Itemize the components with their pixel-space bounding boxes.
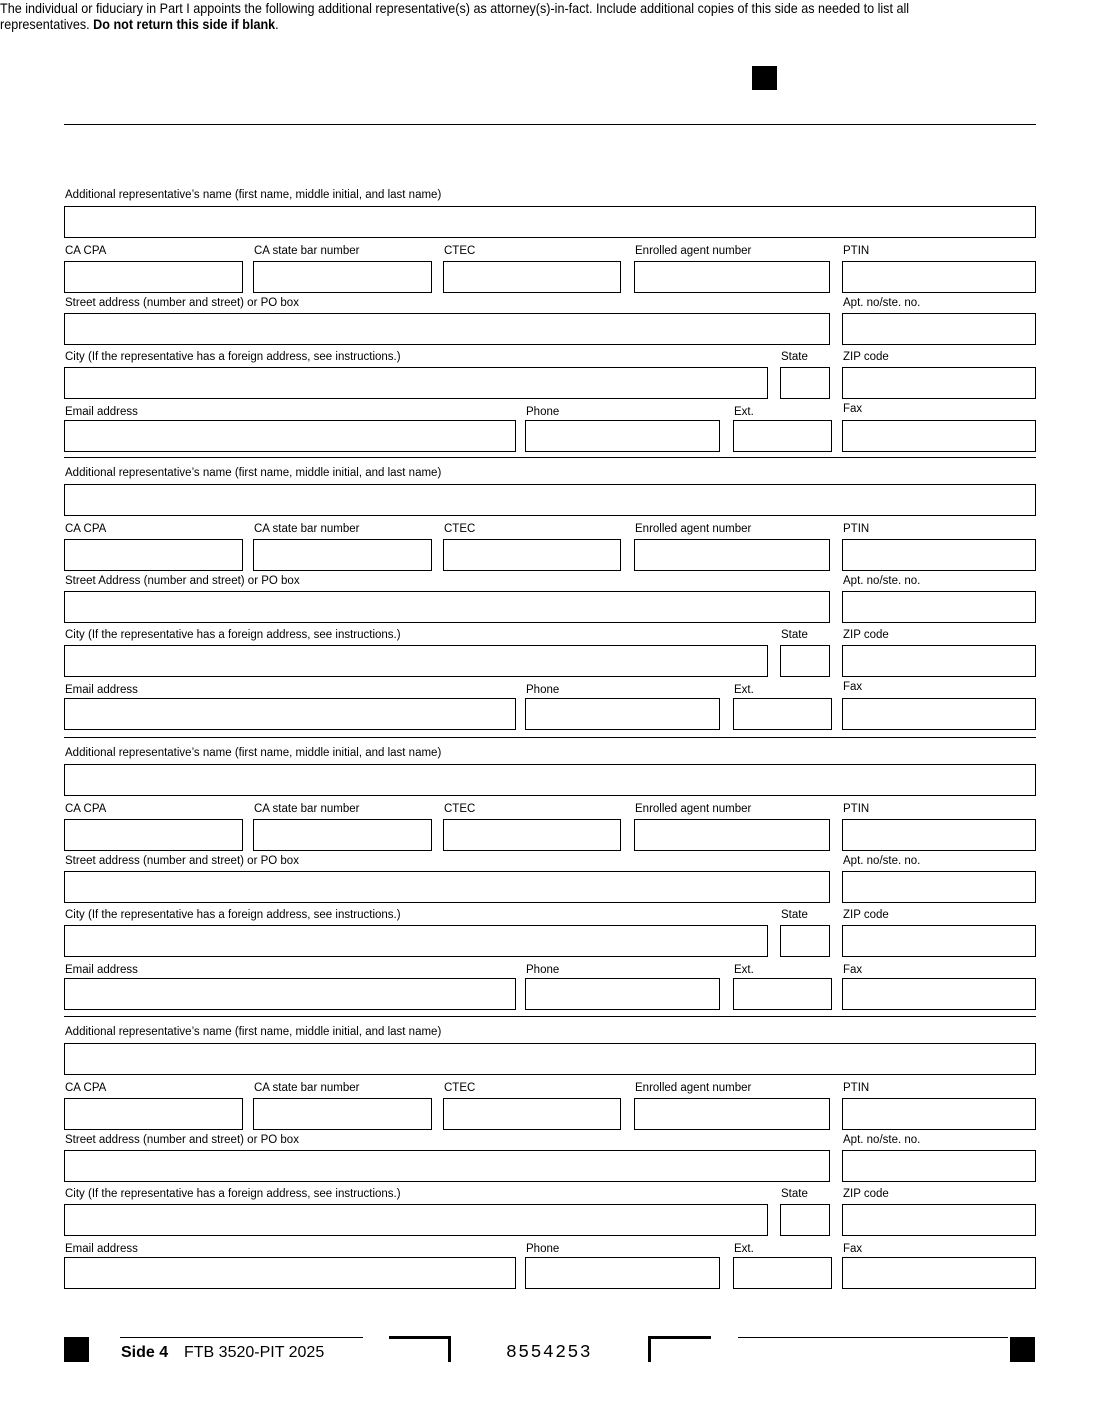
ptin-label: PTIN: [843, 523, 870, 535]
state-label: State: [781, 909, 808, 921]
state-input[interactable]: [780, 925, 830, 957]
street-label: Street Address (number and street) or PO box: [65, 575, 300, 587]
bar-number-input[interactable]: [253, 261, 432, 293]
ptin-input[interactable]: [842, 539, 1036, 571]
ctec-input[interactable]: [443, 261, 621, 293]
bar-number-label: CA state bar number: [254, 245, 360, 257]
state-input[interactable]: [780, 645, 830, 677]
ctec-label: CTEC: [444, 803, 476, 815]
zip-input[interactable]: [842, 925, 1036, 957]
ext-input[interactable]: [733, 420, 832, 452]
registration-mark-bottom-left: [64, 1337, 89, 1362]
ptin-input[interactable]: [842, 819, 1036, 851]
phone-label: Phone: [526, 684, 560, 696]
state-label: State: [781, 629, 808, 641]
ca-cpa-input[interactable]: [64, 261, 243, 293]
phone-label: Phone: [526, 406, 560, 418]
city-label: City (If the representative has a foreign address, see instructions.): [65, 351, 401, 363]
state-label: State: [781, 351, 808, 363]
ext-label: Ext.: [734, 684, 754, 696]
intro-paragraph: [0, 0, 975, 32]
apt-label: Apt. no/ste. no.: [843, 1134, 921, 1146]
ext-label: Ext.: [734, 964, 754, 976]
street-input[interactable]: [64, 591, 830, 623]
apt-label: Apt. no/ste. no.: [843, 855, 921, 867]
ca-cpa-label: CA CPA: [65, 245, 107, 257]
ca-cpa-input[interactable]: [64, 1098, 243, 1130]
city-label: City (If the representative has a foreign address, see instructions.): [65, 909, 401, 921]
fax-label: Fax: [843, 681, 863, 693]
ptin-input[interactable]: [842, 261, 1036, 293]
ca-cpa-label: CA CPA: [65, 1082, 107, 1094]
email-input[interactable]: [64, 978, 516, 1010]
ctec-label: CTEC: [444, 1082, 476, 1094]
city-input[interactable]: [64, 1204, 768, 1236]
top-rule: [64, 124, 1036, 125]
phone-input[interactable]: [525, 978, 720, 1010]
corner-mark-right: [648, 1336, 711, 1362]
fax-input[interactable]: [842, 420, 1036, 452]
email-label: Email address: [65, 684, 138, 696]
street-label: Street address (number and street) or PO box: [65, 855, 299, 867]
apt-label: Apt. no/ste. no.: [843, 575, 921, 587]
rep-name-input[interactable]: [64, 484, 1036, 516]
corner-mark-left: [389, 1336, 451, 1362]
ca-cpa-input[interactable]: [64, 819, 243, 851]
rep-name-label: Additional representative’s name (first name, middle initial, and last name): [65, 189, 442, 201]
ctec-input[interactable]: [443, 1098, 621, 1130]
ctec-input[interactable]: [443, 819, 621, 851]
bar-number-input[interactable]: [253, 1098, 432, 1130]
phone-input[interactable]: [525, 420, 720, 452]
enrolled-agent-input[interactable]: [634, 539, 830, 571]
rep-name-label: Additional representative’s name (first name, middle initial, and last name): [65, 1026, 442, 1038]
email-label: Email address: [65, 406, 138, 418]
zip-input[interactable]: [842, 645, 1036, 677]
state-input[interactable]: [780, 367, 830, 399]
apt-input[interactable]: [842, 1150, 1036, 1182]
enrolled-agent-label: Enrolled agent number: [635, 523, 752, 535]
fax-label: Fax: [843, 1243, 863, 1255]
section-separator: [64, 1016, 1036, 1017]
footer-rule-right: [738, 1337, 1008, 1338]
fax-input[interactable]: [842, 978, 1036, 1010]
street-input[interactable]: [64, 871, 830, 903]
city-input[interactable]: [64, 645, 768, 677]
registration-mark-bottom-right: [1010, 1337, 1035, 1362]
ext-input[interactable]: [733, 978, 832, 1010]
ca-cpa-input[interactable]: [64, 539, 243, 571]
phone-label: Phone: [526, 1243, 560, 1255]
email-label: Email address: [65, 1243, 138, 1255]
bar-number-input[interactable]: [253, 819, 432, 851]
ptin-label: PTIN: [843, 803, 870, 815]
email-input[interactable]: [64, 420, 516, 452]
footer-form-id: FTB 3520-PIT 2025: [184, 1344, 325, 1361]
intro-text: The individual or fiduciary in Part I appoints the following additional representative(s) as attorney(s)-in-fact. Include additional copies of this side as needed to list all representatives.: [0, 0, 910, 32]
ptin-input[interactable]: [842, 1098, 1036, 1130]
footer-barcode-number: 8554253: [506, 1343, 593, 1363]
enrolled-agent-label: Enrolled agent number: [635, 1082, 752, 1094]
footer-side: Side 4: [121, 1344, 169, 1361]
fax-input[interactable]: [842, 1257, 1036, 1289]
ext-label: Ext.: [734, 1243, 754, 1255]
email-input[interactable]: [64, 698, 516, 730]
intro-end: .: [275, 16, 279, 32]
ptin-label: PTIN: [843, 1082, 870, 1094]
fax-input[interactable]: [842, 698, 1036, 730]
zip-label: ZIP code: [843, 351, 889, 363]
rep-name-input[interactable]: [64, 206, 1036, 238]
city-input[interactable]: [64, 925, 768, 957]
ctec-label: CTEC: [444, 523, 476, 535]
street-label: Street address (number and street) or PO box: [65, 297, 299, 309]
enrolled-agent-input[interactable]: [634, 1098, 830, 1130]
city-label: City (If the representative has a foreign address, see instructions.): [65, 1188, 401, 1200]
bar-number-label: CA state bar number: [254, 803, 360, 815]
enrolled-agent-label: Enrolled agent number: [635, 803, 752, 815]
email-input[interactable]: [64, 1257, 516, 1289]
ca-cpa-label: CA CPA: [65, 803, 107, 815]
apt-input[interactable]: [842, 871, 1036, 903]
rep-name-input[interactable]: [64, 1043, 1036, 1075]
zip-label: ZIP code: [843, 1188, 889, 1200]
section-separator: [64, 737, 1036, 738]
rep-name-input[interactable]: [64, 764, 1036, 796]
apt-label: Apt. no/ste. no.: [843, 297, 921, 309]
street-input[interactable]: [64, 1150, 830, 1182]
ext-input[interactable]: [733, 1257, 832, 1289]
fax-label: Fax: [843, 403, 863, 415]
zip-input[interactable]: [842, 367, 1036, 399]
bar-number-label: CA state bar number: [254, 523, 360, 535]
apt-input[interactable]: [842, 591, 1036, 623]
bar-number-input[interactable]: [253, 539, 432, 571]
city-label: City (If the representative has a foreign address, see instructions.): [65, 629, 401, 641]
ca-cpa-label: CA CPA: [65, 523, 107, 535]
zip-input[interactable]: [842, 1204, 1036, 1236]
zip-label: ZIP code: [843, 909, 889, 921]
rep-name-label: Additional representative’s name (first name, middle initial, and last name): [65, 467, 442, 479]
phone-input[interactable]: [525, 1257, 720, 1289]
ext-input[interactable]: [733, 698, 832, 730]
fax-label: Fax: [843, 964, 863, 976]
street-input[interactable]: [64, 313, 830, 345]
apt-input[interactable]: [842, 313, 1036, 345]
registration-mark-top: [752, 66, 777, 90]
street-label: Street address (number and street) or PO box: [65, 1134, 299, 1146]
phone-label: Phone: [526, 964, 560, 976]
enrolled-agent-input[interactable]: [634, 261, 830, 293]
ctec-label: CTEC: [444, 245, 476, 257]
state-label: State: [781, 1188, 808, 1200]
bar-number-label: CA state bar number: [254, 1082, 360, 1094]
rep-name-label: Additional representative’s name (first name, middle initial, and last name): [65, 747, 442, 759]
ctec-input[interactable]: [443, 539, 621, 571]
intro-bold: Do not return this side if blank: [93, 16, 276, 32]
ext-label: Ext.: [734, 406, 754, 418]
footer-rule-left: [120, 1337, 363, 1338]
ptin-label: PTIN: [843, 245, 870, 257]
zip-label: ZIP code: [843, 629, 889, 641]
enrolled-agent-label: Enrolled agent number: [635, 245, 752, 257]
phone-input[interactable]: [525, 698, 720, 730]
enrolled-agent-input[interactable]: [634, 819, 830, 851]
section-separator: [64, 457, 1036, 458]
email-label: Email address: [65, 964, 138, 976]
city-input[interactable]: [64, 367, 768, 399]
state-input[interactable]: [780, 1204, 830, 1236]
